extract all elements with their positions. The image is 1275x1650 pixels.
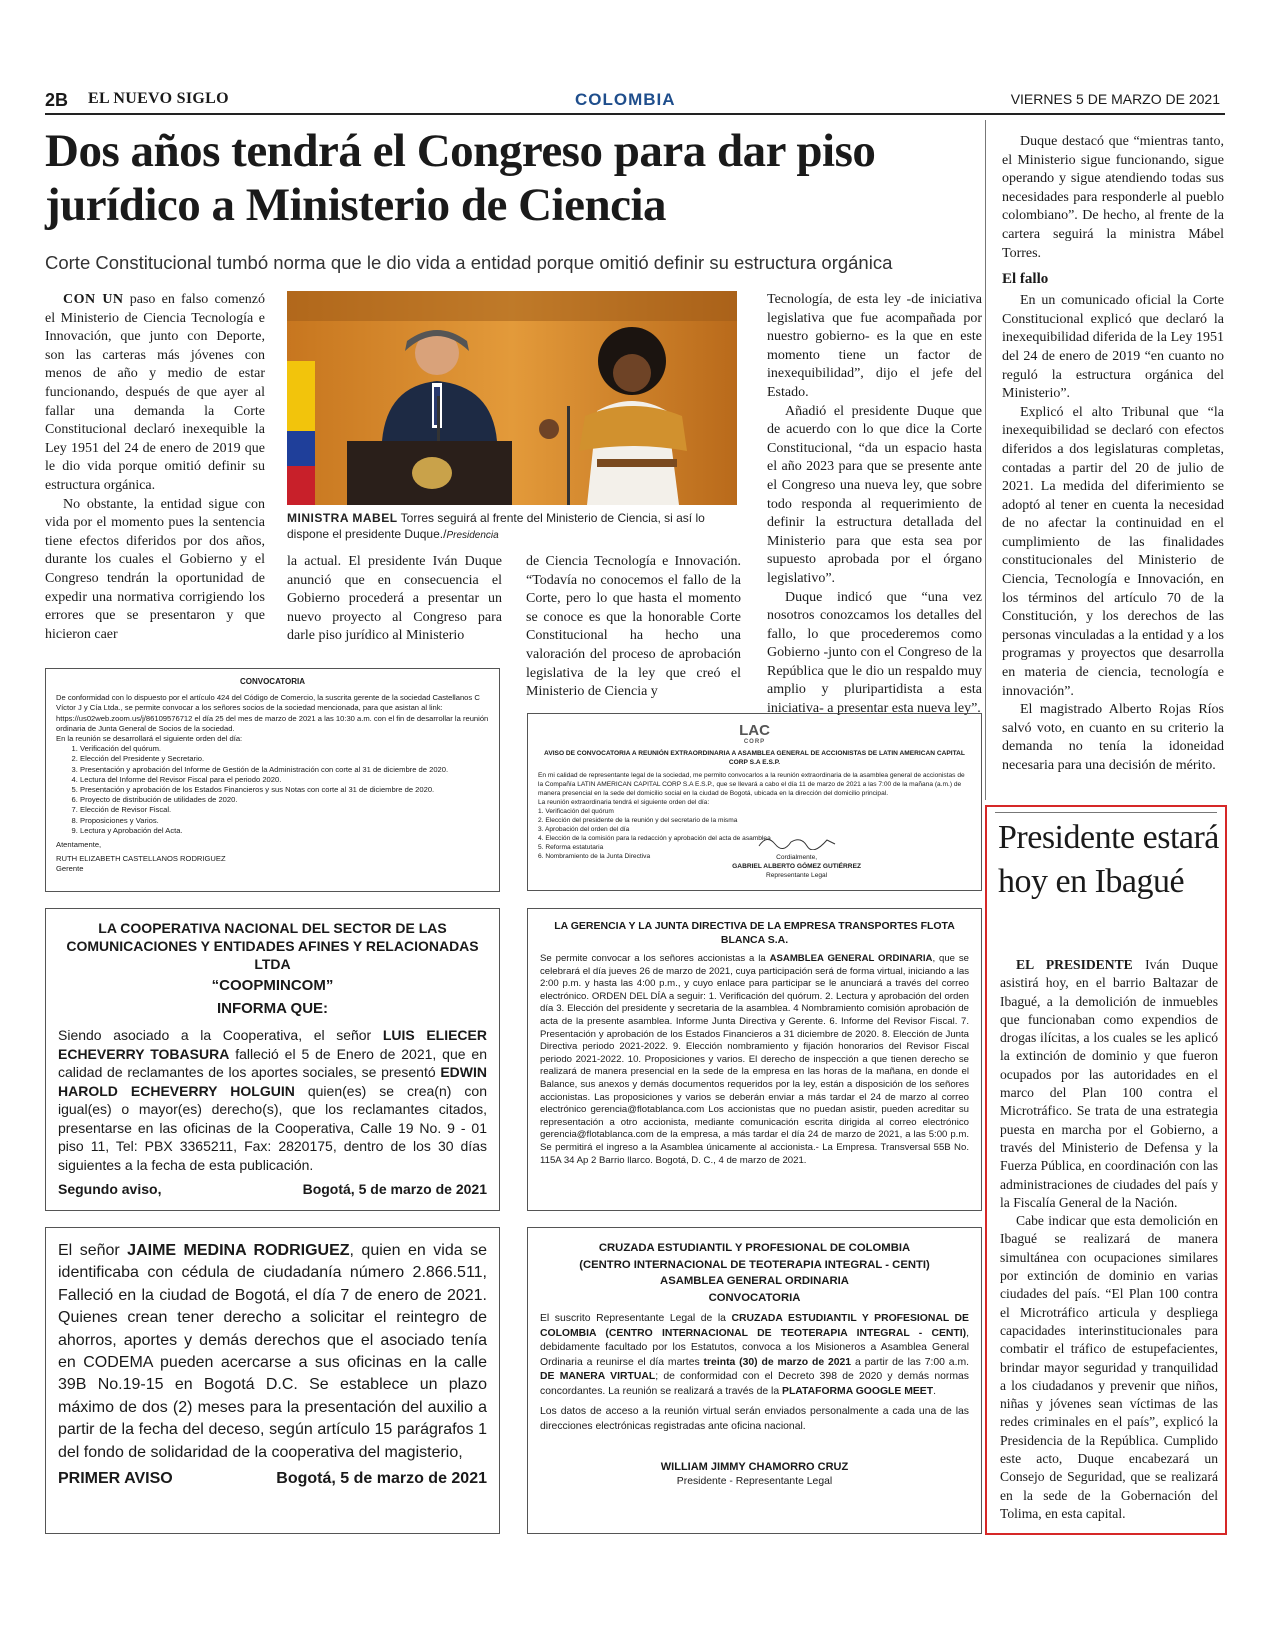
paragraph: la actual. El presidente Iván Duque anunció que en consecuencia el Gobierno procederá a presentar un nuevo proyecto al Congreso para darle piso jurídico al Ministerio [287,554,502,644]
paragraph: Tecnología, de esta ley -de iniciativa legislativa que fue acompañada por nuestro gobierno- es la que en este momento tiene un factor de inexequibilidad”, dijo el jefe del Estado. [767,292,982,400]
paragraph: Iván Duque asistirá hoy, en el barrio Baltazar de Ibagué, a la demolición de inmuebles que funcionaban como expendios de drogas ilícitas, a los cuales se les aplicó la extinción de dominio y que fueron ocupados por las autoridades en el marco del Plan 100 contra el Microtráfico. Se trata de una estrategia puesta en marcha por el Gobierno, a través del Ministerio de Defensa y la Fuerza Pública, en coordinación con las administraciones de ciudades del país y la Fiscalía General de la Nación. [1000,957,1218,1210]
signature-scribble [757,834,837,850]
ad-text: Atentamente, [56,840,102,850]
article-headline: Dos años tendrá el Congreso para dar piso jurídico a Ministerio de Ciencia [45,125,876,231]
photo-credit: Presidencia [446,530,499,541]
column-rule [985,120,986,800]
caption-text: Torres seguirá al frente del Ministerio de Ciencia, si así lo dispone el presidente Duque./ [287,511,705,541]
paragraph: Añadió el presidente Duque que de acuerdo con lo que dice la Corte Constitucional, “da un espacio hasta el año 2023 para que se presente ante el Congreso una nueva ley, que sobre todo responda al requerimiento de definir la estructura detallada del Ministerio para que esta sea por supuesto aprobada por el órgano legislativo”. [767,403,982,586]
paragraph: Duque destacó que “mientras tanto, el Ministerio sigue funcionando, sigue operando y sigue atendiendo todas sus necesidades para responderle al pueblo colombiano”. De hecho, al frente de la cartera seguirá la ministra Mábel Torres. [1002,134,1224,261]
ad-title: (CENTRO INTERNACIONAL DE TEOTERAPIA INTEGRAL - CENTI) [579,1258,930,1271]
ad-text: El señor JAIME MEDINA RODRIGUEZ, quien en vida se identificaba con cédula de ciudadanía número 2.866.511, Falleció en la ciudad de Bogotá, el día 7 de enero de 2021. Quienes crean tener derecho a solicitar el reintegro de ahorros, aportes y demás derechos que el asociado tenía en CODEMA pueden acercarse a sus oficinas en la calle 39B No.19-15 en Bogotá D.C. Se establece un plazo máximo de dos (2) meses para la presentación del auxilio a partir de la fecha del deceso, según artículo 15 parágrafos 1 del fondo de solidaridad de la cooperativa del magisterio, [58,1242,487,1461]
list-item: 3. Presentación y aprobación del Informe de Gestión de la Administración con corte al 31 de diciembre de 2020. [80,765,489,775]
ad-signer-role: Gerente [56,864,84,874]
ad-convocatoria-castellanos [45,668,500,892]
ad-subtitle: INFORMA QUE: [216,999,329,1017]
ad-lac-corp [527,713,982,891]
lead-in: EL PRESIDENTE [1016,957,1133,972]
ad-codema [45,1227,500,1534]
list-item: 3. Aprobación del orden del día [538,826,630,833]
list-item: 1. Verificación del quórum [538,808,614,815]
ad-signer: RUTH ELIZABETH CASTELLANOS RODRIGUEZ [56,854,226,864]
paragraph: Duque indicó que “una vez nosotros conozcamos los detalles del fallo, lo que procederemos como Gobierno -junto con el Congreso de la República que le dio un respaldo muy amplio y pluripartidista a esta iniciativa- a presentar esta nueva ley”. [767,589,982,717]
paragraph: No obstante, la entidad sigue con vida por el momento pues la sentencia tiene efectos diferidos por dos años, durante los cuales el Gobierno y el Congreso tendrán la oportunidad de expedir una normativa corrigiendo los errores que se presentaron y que hicieron caer [45,496,265,642]
ad-title: CRUZADA ESTUDIANTIL Y PROFESIONAL DE COLOMBIA [598,1242,911,1254]
lac-logo: LAC CORP [739,722,770,745]
list-item: 1. Verificación del quórum. [80,744,489,754]
issue-date: VIERNES 5 DE MARZO DE 2021 [1010,91,1220,107]
list-item: 4. Lectura del Informe del Revisor Fiscal para el periodo 2020. [80,775,489,785]
ad-text: Los datos de acceso a la reunión virtual serán enviados personalmente a cada una de las direcciones electrónicas registradas ante oficina nacional. [540,1406,969,1432]
article-column-3 [526,553,741,702]
lead-in: CON UN [63,292,124,307]
list-item: 7. Elección de Revisor Fiscal. [80,805,489,815]
ad-centi [527,1227,982,1534]
article-column-2 [287,553,502,646]
list-item: 2. Elección del presidente de la reunión y del secretario de la misma [538,817,738,824]
paragraph: de Ciencia Tecnología e Innovación. “Todavía no conocemos el fallo de la Corte, pero lo que hasta el momento se conoce es que la honorable Corte Constitucional ha hecho una valoración del proceso de aprobación legislativa de la ley que creó el Ministerio de Ciencia y [526,554,741,700]
article-column-4 [767,291,982,719]
article-photo [287,291,737,505]
ad-text: De conformidad con lo dispuesto por el artículo 424 del Código de Comercio, la suscrita gerente de la sociedad Castellanos C Víctor J y Cía Ltda., se permite convocar a los señores socios de la sociedad mencionada, para que asistan al link: https://us02web.zoom.us/j/86109576712 el día 25 del mes de marzo de 2021 a las 10:30 a.m. con el fin de desarrollar la reunión ordinaria de Junta General de Socios de la sociedad. [56,693,489,733]
ad-coopmincom [45,908,500,1211]
sidebar-title: Presidente estará hoy en Ibagué [998,819,1219,900]
list-item: 4. Elección de la comisión para la redacción y aprobación del acta de asamblea [538,835,771,842]
article-deck: Corte Constitucional tumbó norma que le dio vida a entidad porque omitió definir su estructura orgánica [45,252,893,273]
article-column-5 [1002,133,1224,776]
photo-caption [287,510,737,544]
list-item: 6. Proyecto de distribución de utilidades de 2020. [80,795,489,805]
header-rule [45,113,1225,115]
ad-text: La reunión extraordinaria tendrá el siguiente orden del día: [538,799,710,806]
ad-title: AVISO DE CONVOCATORIA A REUNIÓN EXTRAORDINARIA A ASAMBLEA GENERAL DE ACCIONISTAS DE LATIN AMERICAN CAPITAL CORP S.A E.S.P. [544,750,965,766]
ad-org-name: “COOPMINCOM” [211,977,334,994]
ad-signature: Cordialmente, GABRIEL ALBERTO GÓMEZ GUTIÉRREZ Representante Legal [732,834,861,880]
ad-title: CONVOCATORIA [239,677,306,686]
sidebar-rule [995,812,1217,813]
agenda-list [80,744,489,836]
ad-text: En mi calidad de representante legal de la sociedad, me permito convocarlos a la reunión extraordinaria de la asamblea general de accionistas de la Compañía LATIN AMERICAN CAPITAL CORP S.A E.S.P., que se llevará a cabo el día 11 de marzo de 2021 a las 7:00 de la mañana (a.m.) de manera presencial en la sede del domicilio social en la ciudad de Bogotá, ubicada en la dirección del domicilio principal. [538,772,965,797]
ad-text: Se permite convocar a los señores accionistas a la ASAMBLEA GENERAL ORDINARIA, que se celebrará el día jueves 26 de marzo de 2021, cuya participación será de forma virtual, iniciando a las 2:00 p.m. y hasta las 4:00 p.m., y cuyo enlace para participar se le anunciará a través del correo electrónico. ORDEN DEL DÍA a seguir: 1. Verificación del quórum. 2. Lectura y aprobación del orden día 3. Elección del presidente y secretaria de la asamblea. 4 Nombramiento comisión aprobación de acta de la presente asamblea. Informe Junta Directiva y Gerente. 6. Informe del Revisor Fiscal. 7. Presentación y aprobación de los Estados Financieros a 31 diciembre de 2020. 8. Elección de Junta Directiva periodo 2021-2022. 9. Elección nombramiento y fijación honorarios del Revisor Fiscal periodo 2021-2022. 10. Proposiciones y varios. El derecho de inspección a que tienen derecho se realizará de manera presencial en la sede de la empresa en las horas de la mañana, en donde el Balance, sus anexos y demás documentos requeridos por la ley, están a disposición de los señores accionistas. Las proposiciones y varios se deberán enviar a más tardar el 24 de marzo al correo electrónico gerencia@flotablanca.com Los accionistas que no puedan asistir, pueden acreditar su representación a otro accionista, mediante comunicación escrita dirigida al correo electrónico gerencia@flotablanca.com de la empresa, a más tardar el día 24 de marzo de 2021, a las 5:00 p.m. Se permitirá el ingreso a la Asamblea únicamente al accionista.- La Empresa. Transversal 55B No. 115A 34 Ap 2 Barrio llarco. Bogotá, D. C., 4 de marzo de 2021. [540,953,970,1166]
ad-title: LA GERENCIA Y LA JUNTA DIRECTIVA DE LA EMPRESA TRANSPORTES FLOTA BLANCA S.A. [554,920,955,946]
paragraph: Cabe indicar que esta demolición en Ibagué se realizará de manera simultánea con ocupaciones similares por extinción de dominio en varias ciudades del país. “El Plan 100 contra el Microtráfico articula y despliega capacidades interinstitucionales para combatir el tráfico de estupefacientes, brindar mayor seguridad y tranquilidad a los ciudadanos y prevenir que niños, niñas y jóvenes sean víctimas de las redes criminales en el país”, explicó la Presidencia de la República. Cumplido este acto, Duque encabezará un Consejo de Seguridad, que se realizará en la sede de la Gobernación del Tolima, en esta capital. [1000,1213,1218,1521]
ad-title: CONVOCATORIA [708,1291,801,1304]
paragraph: En un comunicado oficial la Corte Constitucional explicó que declaró la inexequibilidad diferida de la Ley 1951 del 24 de enero de 2019 “en cuanto no reguló la estructura orgánica del Ministerio”. [1002,293,1224,402]
newspaper-name: EL NUEVO SIGLO [88,90,229,107]
ad-title: LA COOPERATIVA NACIONAL DEL SECTOR DE LAS COMUNICACIONES Y ENTIDADES AFINES Y RELACIONADAS LTDA [66,920,479,972]
paragraph: Explicó el alto Tribunal que “la inexequibilidad se declaró con efectos diferidos a dos legislaturas completas, contadas a partir del 20 de julio de 2021. La medida del diferimiento se adoptó al tener en cuenta la necesidad de no afectar la continuidad en el cumplimiento de las finalidades constitucionales del Ministerio de Ciencia, Tecnología e Innovación, en los términos del artículo 70 de la Constitución, y los derechos de las personas vinculadas a la entidad y a los programas y proyectos que desarrolla en materia de ciencia, tecnología e innovación”. [1002,404,1224,699]
list-item: 9. Lectura y Aprobación del Acta. [80,826,489,836]
ad-flota-blanca [527,908,982,1211]
caption-lead: MINISTRA MABEL [287,511,398,525]
paragraph: paso en falso comenzó el Ministerio de Ciencia Tecnología e Innovación, que junto con Deporte, son las carteras más jóvenes con menos de año y medio de estar funcionando, después de que ayer al fallar una demanda la Corte Constitucional declaró inexequible la Ley 1951 del 24 de enero de 2019 que le dio vida porque omitió definir su estructura orgánica. [45,292,266,493]
list-item: 5. Reforma estatutaria [538,844,604,851]
ad-text: El suscrito Representante Legal de la CRUZADA ESTUDIANTIL Y PROFESIONAL DE COLOMBIA (CENTRO INTERNACIONAL DE TEOTERAPIA INTEGRAL - CENTI), debidamente facultado por los Estatutos, convoca a los Misioneros a Asamblea General Ordinaria a reunirse el día martes treinta (30) de marzo de 2021 a partir de las 7:00 a.m. DE MANERA VIRTUAL; de conformidad con el Decreto 398 de 2020 y demás normas concordantes. La reunión se realizará a través de la PLATAFORMA GOOGLE MEET. [540,1313,970,1397]
list-item: 5. Presentación y aprobación de los Estados Financieros y sus Notas con corte al 31 de diciembre de 2020. [80,785,489,795]
section-name: COLOMBIA [575,90,676,109]
subhead: El fallo [1002,271,1049,288]
photo-illustration [287,291,737,505]
ad-footer: Segundo aviso, Bogotá, 5 de marzo de 2021 [58,1181,487,1197]
page-number: 2B [45,90,69,110]
list-item: 8. Proposiciones y Varios. [80,816,489,826]
ad-title: ASAMBLEA GENERAL ORDINARIA [660,1275,849,1287]
ad-text: En la reunión se desarrollará el siguiente orden del día: [56,734,243,744]
sidebar-body [1000,956,1218,1523]
ad-signature: WILLIAM JIMMY CHAMORRO CRUZ Presidente - Representante Legal [660,1461,849,1487]
ad-footer: PRIMER AVISO Bogotá, 5 de marzo de 2021 [58,1470,487,1488]
ad-text: Siendo asociado a la Cooperativa, el señor LUIS ELIECER ECHEVERRY TOBASURA falleció el 5 de Enero de 2021, que en calidad de reclamantes de los aportes sociales, se presentó EDWIN HAROLD ECHEVERRY HOLGUIN quien(es) se crea(n) con igual(es) o mayor(es) derecho(s), que los reclamantes citados, presentarse en las oficinas de la Cooperativa, Calle 19 No. 9 - 01 piso 11, Tel: PBX 3365211, Fax: 2820175, dentro de los 30 días siguientes a la fecha de esta publicación. [58,1027,487,1173]
paragraph: El magistrado Alberto Rojas Ríos salvó voto, en cuanto en su criterio la demanda no tenía la idoneidad necesaria para una decisión de mérito. [1002,702,1224,773]
article-column-1 [45,291,265,644]
list-item: 6. Nombramiento de la Junta Directiva [538,853,651,860]
list-item: 2. Elección del Presidente y Secretario. [80,754,489,764]
